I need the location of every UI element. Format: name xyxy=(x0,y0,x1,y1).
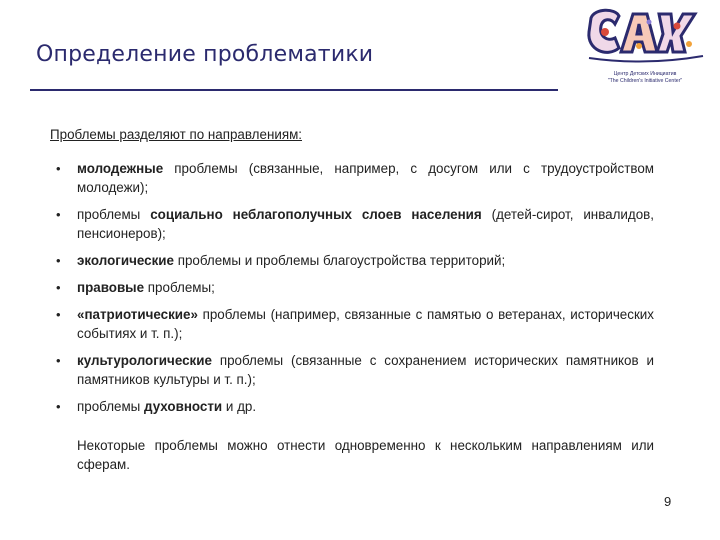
list-item xyxy=(50,351,654,389)
page-number: 9 xyxy=(664,494,672,509)
item-keyword: культурологические xyxy=(77,353,212,368)
item-text: проблемы (связанные с сохранением исторических памятников и памятников культуры и т. п.); xyxy=(77,353,654,387)
item-text: (детей-сирот, инвалидов, пенсионеров); xyxy=(77,207,655,241)
item-text: проблемы; xyxy=(144,280,215,295)
logo-graphic xyxy=(585,6,707,72)
list-item xyxy=(50,397,654,416)
item-text: проблемы xyxy=(77,207,151,222)
slide-body xyxy=(50,125,654,474)
title-underline xyxy=(30,89,558,91)
item-keyword: молодежные xyxy=(77,161,164,176)
organization-logo xyxy=(585,6,707,106)
logo-caption-line: Центр Детских Инициатив xyxy=(613,71,677,77)
problem-list xyxy=(50,159,654,416)
list-item xyxy=(50,251,654,270)
intro-text: Проблемы разделяют по направлениям: xyxy=(50,127,302,142)
item-keyword: духовности xyxy=(144,399,223,414)
list-item xyxy=(50,159,654,197)
conclusion-text: Некоторые проблемы можно отнести одновременно к нескольким направлениям или сферам. xyxy=(77,438,654,472)
item-text: и др. xyxy=(222,399,257,414)
item-text: проблемы (связанные, например, с досугом или с трудоустройством молодежи); xyxy=(77,161,654,195)
item-text: проблемы xyxy=(77,399,145,414)
logo-caption-line: "The Children's Initiative Center" xyxy=(607,78,683,84)
list-item xyxy=(50,278,654,297)
list-item xyxy=(50,305,654,343)
logo-caption xyxy=(580,71,710,85)
item-keyword: правовые xyxy=(77,280,145,295)
item-keyword: «патриотические» xyxy=(77,307,198,322)
slide-title: Определение проблематики xyxy=(36,42,374,67)
item-keyword: экологические xyxy=(77,253,174,268)
item-keyword: социально неблагополучных слоев населения xyxy=(150,207,482,222)
item-text: проблемы (например, связанные с памятью о ветеранах, исторических событиях и т. п.); xyxy=(77,307,654,341)
item-text: проблемы и проблемы благоустройства территорий; xyxy=(173,253,506,268)
list-item xyxy=(50,205,654,243)
